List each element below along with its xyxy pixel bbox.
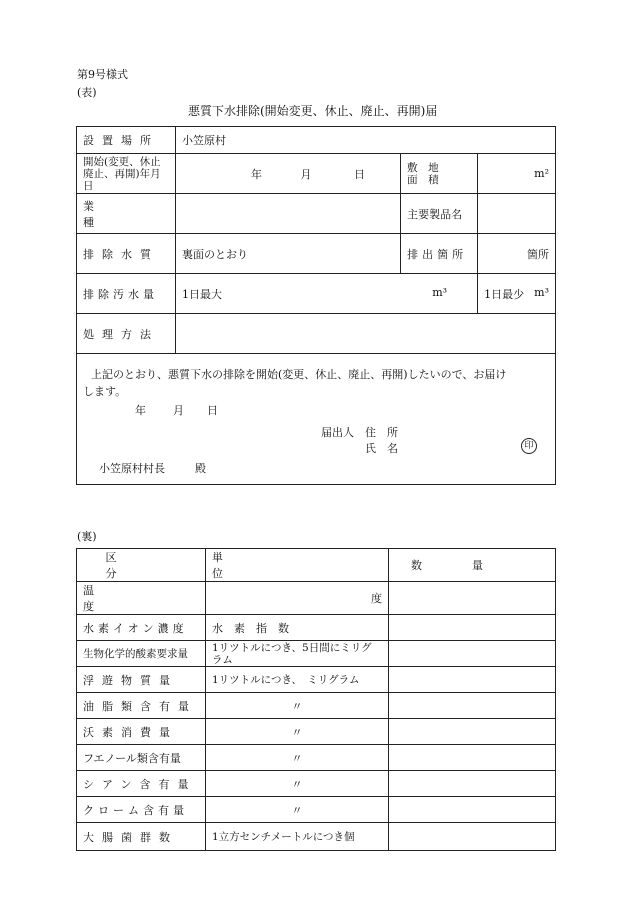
row-unit-bod: 1リツトルにつき、5日間にミリグラム [206,641,389,667]
header-quantity: 数量 [389,549,556,582]
sewage-volume-label: 排除汚水量 [77,274,176,314]
back-quality-table [76,548,556,851]
row-unit-oil: 〃 [206,693,389,719]
treatment-label: 処理方法 [77,314,176,354]
row-item-temperature: 温度 [77,582,206,615]
location-value[interactable]: 小笠原村 [176,127,556,154]
row-item-oil: 油脂類含有量 [77,693,206,719]
notice-text-1: 上記のとおり、悪質下水の排除を開始(変更、休止、廃止、再開)したいので、お届け [91,368,507,381]
seal-mark: 印 [521,438,537,454]
header-unit: 単位 [206,549,389,582]
row-item-phenol: フエノール類含有量 [77,745,206,771]
row-unit-phenol: 〃 [206,745,389,771]
date-day: 日 [354,167,365,181]
notice-month: 月 [173,404,184,417]
notice-block [77,354,556,485]
row-unit-iodine: 〃 [206,719,389,745]
row-qty-ph[interactable] [389,615,556,641]
site-area-value[interactable]: m² [478,154,556,194]
notice-day: 日 [207,404,218,417]
daily-min-field[interactable] [478,274,556,314]
row-unit-coliform: 1立方センチメートルにつき個 [206,823,389,851]
daily-min-label: 1日最少 [484,287,525,301]
notice-text-2: します。 [83,385,127,398]
start-date-field[interactable] [176,154,401,194]
main-product-label: 主要製品名 [401,194,478,234]
address-label: 住 所 [365,426,398,439]
row-qty-temperature[interactable] [389,582,556,615]
daily-max-field[interactable] [176,274,478,314]
row-unit-ss: 1リツトルにつき、 ミリグラム [206,667,389,693]
row-item-cyanide: シアン含有量 [77,771,206,797]
site-area-label: 敷 地 面 積 [401,154,478,194]
treatment-value[interactable] [176,314,556,354]
discharge-points-label: 排出箇所 [401,234,478,274]
back-side-label: (裏) [77,530,97,543]
addressee: 小笠原村村長 [99,462,165,475]
row-item-ph: 水素イオン濃度 [77,615,206,641]
row-qty-coliform[interactable] [389,823,556,851]
row-unit-chrome: 〃 [206,797,389,823]
industry-value[interactable] [176,194,401,234]
row-item-chrome: クローム含有量 [77,797,206,823]
water-quality-value[interactable]: 裏面のとおり [176,234,401,274]
row-qty-bod[interactable] [389,641,556,667]
name-label: 氏 名 [365,442,398,455]
start-date-label: 開始(変更、休止廃止、再開)年月日 [77,154,176,194]
main-product-value[interactable] [478,194,556,234]
daily-max-unit: m³ [432,285,448,299]
header-category: 区分 [77,549,206,582]
applicant-label: 届出人 [321,426,354,439]
row-item-iodine: 沃素消費量 [77,719,206,745]
row-unit-cyanide: 〃 [206,771,389,797]
row-item-coliform: 大腸菌群数 [77,823,206,851]
form-title: 悪質下水排除(開始変更、休止、廃止、再開)届 [188,104,438,118]
daily-max-label: 1日最大 [182,287,222,301]
date-year: 年 [251,167,262,181]
date-month: 月 [300,167,312,181]
form-number: 第9号様式 [77,68,128,81]
notice-year: 年 [135,404,146,417]
row-qty-phenol[interactable] [389,745,556,771]
row-qty-chrome[interactable] [389,797,556,823]
water-quality-label: 排除水質 [77,234,176,274]
row-item-ss: 浮遊物質量 [77,667,206,693]
location-label: 設置場所 [77,127,176,154]
honorific: 殿 [195,462,206,475]
row-qty-cyanide[interactable] [389,771,556,797]
row-unit-ph: 水 素 指 数 [206,615,389,641]
row-qty-iodine[interactable] [389,719,556,745]
discharge-points-value[interactable]: 箇所 [478,234,556,274]
industry-label: 業種 [77,194,176,234]
row-qty-ss[interactable] [389,667,556,693]
row-item-bod: 生物化学的酸素要求量 [77,641,206,667]
row-qty-oil[interactable] [389,693,556,719]
front-side-label: (表) [77,86,97,99]
row-unit-temperature: 度 [206,582,389,615]
daily-min-unit: m³ [534,285,549,299]
front-form-table [76,126,556,485]
